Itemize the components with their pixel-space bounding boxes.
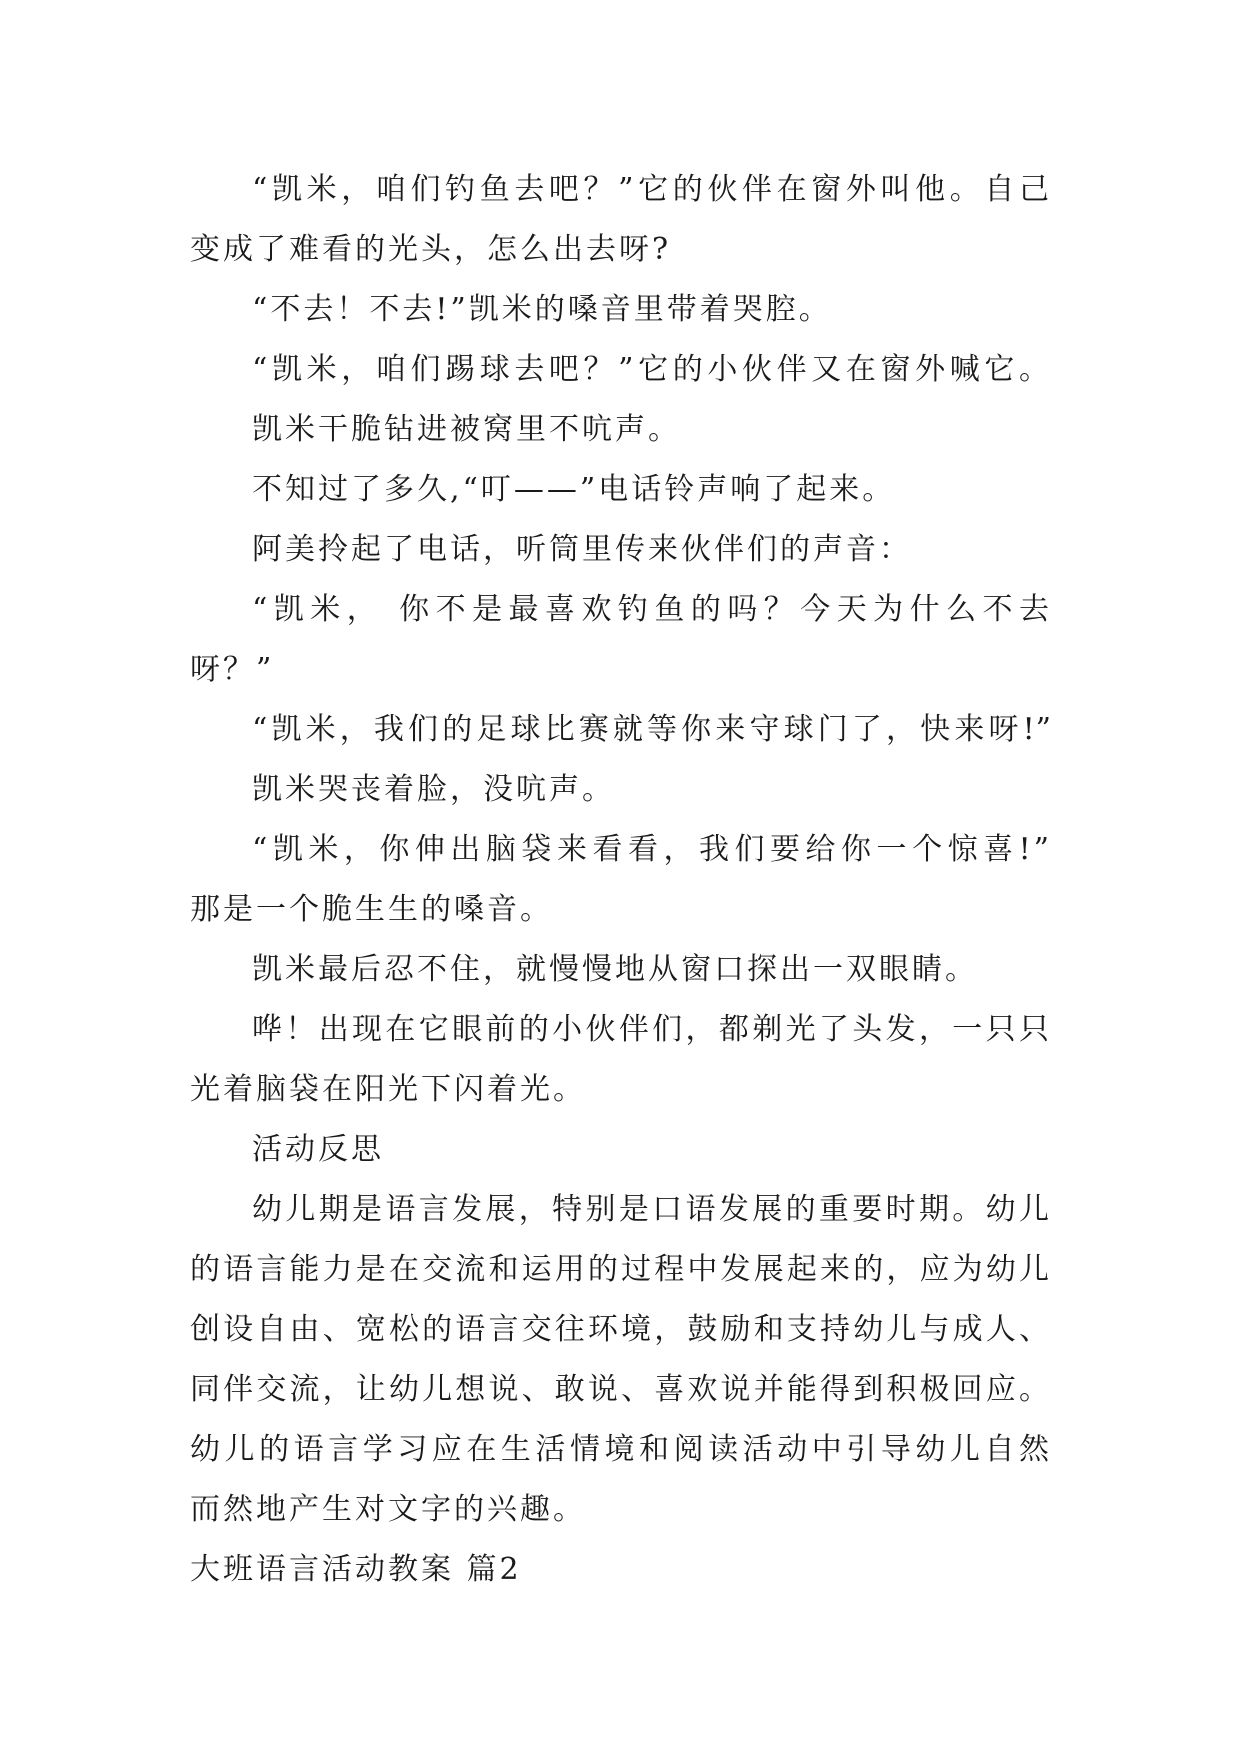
text-line: 凯米干脆钻进被窝里不吭声。 (252, 412, 681, 447)
text-line: 幼儿期是语言发展，特别是口语发展的重要时期。幼儿 (252, 1192, 1052, 1227)
text-line: “凯米， 你不是最喜欢钓鱼的吗？今天为什么不去 (252, 592, 1052, 627)
text-line: 大班语言活动教案 篇2 (190, 1552, 522, 1587)
text-line: 光着脑袋在阳光下闪着光。 (190, 1072, 586, 1107)
text-line: 变成了难看的光头，怎么出去呀? (190, 232, 672, 267)
text-line: 阿美拎起了电话，听筒里传来伙伴们的声音： (252, 532, 912, 567)
text-line: 幼儿的语言学习应在生活情境和阅读活动中引导幼儿自然 (190, 1432, 1052, 1467)
text-line: 凯米最后忍不住，就慢慢地从窗口探出一双眼睛。 (252, 952, 978, 987)
text-line: 呀？” (190, 652, 275, 687)
text-line: 同伴交流，让幼儿想说、敢说、喜欢说并能得到积极回应。 (190, 1372, 1052, 1407)
document-page (190, 160, 1052, 1600)
text-line: “凯米，我们的足球比赛就等你来守球门了，快来呀!” (252, 712, 1052, 747)
text-line: 哗！出现在它眼前的小伙伴们，都剃光了头发，一只只 (252, 1012, 1052, 1047)
text-line: 那是一个脆生生的嗓音。 (190, 892, 553, 927)
text-line: 创设自由、宽松的语言交往环境，鼓励和支持幼儿与成人、 (190, 1312, 1052, 1347)
text-line: “凯米，你伸出脑袋来看看，我们要给你一个惊喜!” (252, 832, 1052, 867)
text-line: “凯米，咱们踢球去吧？”它的小伙伴又在窗外喊它。 (252, 352, 1052, 387)
text-line: “不去！不去!”凯米的嗓音里带着哭腔。 (252, 292, 832, 327)
text-line: “凯米，咱们钓鱼去吧？”它的伙伴在窗外叫他。自己 (252, 172, 1052, 207)
text-line: 的语言能力是在交流和运用的过程中发展起来的，应为幼儿 (190, 1252, 1052, 1287)
text-line: 不知过了多久,“叮——”电话铃声响了起来。 (252, 472, 896, 507)
text-line: 而然地产生对文字的兴趣。 (190, 1492, 586, 1527)
text-line: 凯米哭丧着脸，没吭声。 (252, 772, 615, 807)
text-line: 活动反思 (252, 1132, 384, 1167)
